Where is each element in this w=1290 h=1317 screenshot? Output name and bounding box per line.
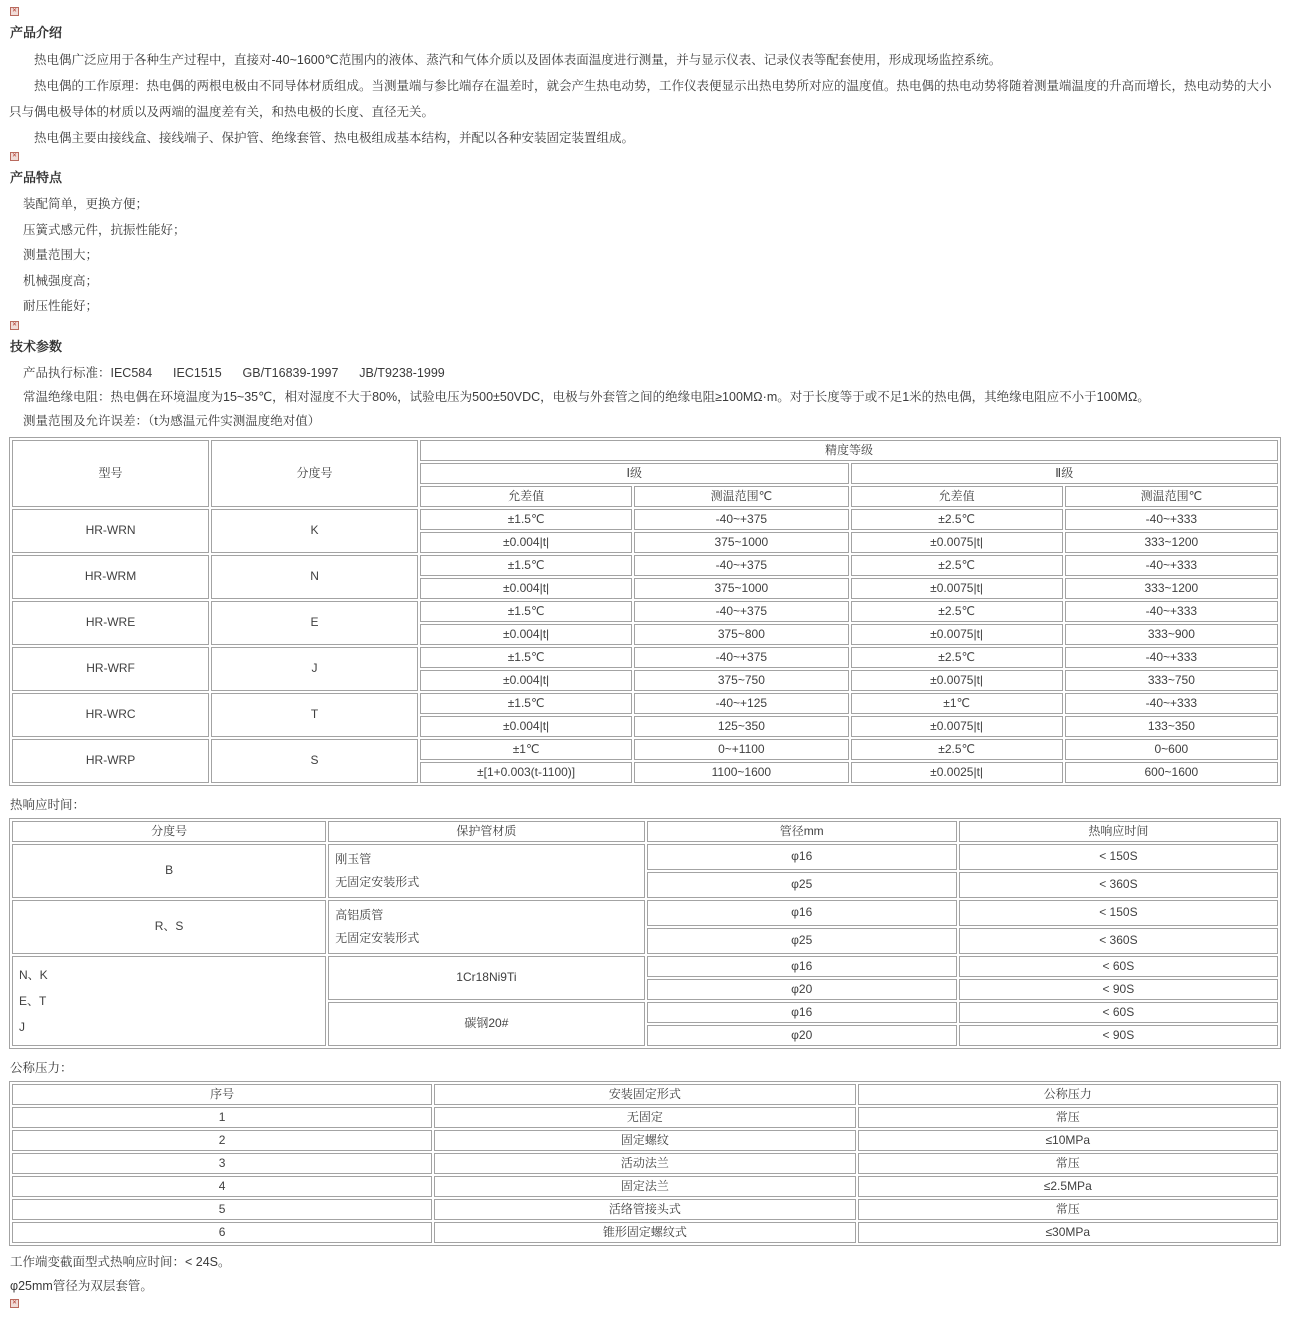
table-row [12,693,1278,714]
material-line: 刚玉管 [335,851,372,866]
time-cell: < 60S [959,1002,1278,1023]
tolerance-cell: ±0.004|t| [420,578,632,599]
features-heading: 产品特点 [10,170,63,185]
material-cell: 1Cr18Ni9Ti [328,956,644,1000]
feature-item: 压簧式感元件，抗振性能好； [23,222,186,237]
range-cell: 0~600 [1065,739,1278,760]
mount-cell: 无固定 [434,1107,855,1128]
model-cell: HR-WRC [12,693,209,737]
tolerance-cell: ±0.0075|t| [851,578,1063,599]
feature-item: 测量范围大； [23,248,99,262]
mount-cell: 活络管接头式 [434,1199,855,1220]
pressure-cell: 常压 [858,1107,1278,1128]
header-cell-range: 测温范围℃ [634,486,848,507]
model-cell: HR-WRP [12,739,209,783]
tolerance-cell: ±0.004|t| [420,716,632,737]
tolerance-cell: ±2.5℃ [851,555,1063,576]
graduation-cell: J [211,647,418,691]
material-line: 高铝质管 [335,907,384,922]
tolerance-cell: ±0.0075|t| [851,624,1063,645]
header-cell-time: 热响应时间 [959,821,1278,842]
table-row [12,900,1278,926]
range-cell: -40~+333 [1065,647,1278,668]
tolerance-cell: ±2.5℃ [851,739,1063,760]
model-cell: HR-WRM [12,555,209,599]
table-row [12,1153,1278,1174]
icon-row [10,152,1281,165]
tech-insulation-line: 常温绝缘电阻：热电偶在环境温度为15~35℃，相对湿度不大于80%，试验电压为500±50VDC，电极与外套管之间的绝缘电阻≥100MΩ·m。对于长度等于或不足1米的热电偶，其绝缘电阻应不小于100MΩ。 [23,389,1150,404]
material-line: 无固定安装形式 [335,874,420,889]
footer-note-sleeve: φ25mm管径为双层套管。 [10,1278,153,1293]
feature-item: 机械强度高； [23,273,99,288]
material-cell [328,844,644,898]
range-cell: 133~350 [1065,716,1278,737]
tech-range-note-line: 测量范围及允许误差：（t为感温元件实测温度绝对值） [23,413,321,428]
intro-paragraph-3: 热电偶主要由接线盒、接线端子、保护管、绝缘套管、热电极组成基本结构，并配以各种安装固定装置组成。 [34,131,635,145]
mount-cell: 固定法兰 [434,1176,855,1197]
response-time-table [9,818,1281,1049]
tolerance-cell: ±0.004|t| [420,624,632,645]
tolerance-cell: ±2.5℃ [851,647,1063,668]
time-cell: < 150S [959,900,1278,926]
graduation-cell: E [211,601,418,645]
pressure-label: 公称压力： [10,1060,73,1075]
header-cell-mount: 安装固定形式 [434,1084,855,1105]
tolerance-cell: ±0.0075|t| [851,670,1063,691]
header-cell-pressure: 公称压力 [858,1084,1278,1105]
mount-cell: 活动法兰 [434,1153,855,1174]
header-cell-class2: Ⅱ级 [851,463,1279,484]
intro-paragraph-2: 热电偶的工作原理：热电偶的两根电极由不同导体材质组成。当测量端与参比端存在温差时，就会产生热电动势，工作仪表便显示出热电势所对应的温度值。热电偶的热电动势将随着测量端温度的升高而增长，热电动势的大小只与偶电极导体的材质以及两端的温度差有关，和热电极的长度、直径无关。 [9,79,1272,119]
diameter-cell: φ25 [647,872,957,898]
mount-cell: 锥形固定螺纹式 [434,1222,855,1243]
time-cell: < 150S [959,844,1278,870]
no-cell: 3 [12,1153,432,1174]
tolerance-cell: ±0.004|t| [420,670,632,691]
range-cell: -40~+333 [1065,509,1278,530]
no-cell: 4 [12,1176,432,1197]
no-cell: 5 [12,1199,432,1220]
feature-item: 耐压性能好； [23,299,99,313]
graduation-cell: T [211,693,418,737]
tolerance-cell: ±0.0075|t| [851,532,1063,553]
no-cell: 2 [12,1130,432,1151]
table-row [12,1107,1278,1128]
header-cell-range: 测温范围℃ [1065,486,1278,507]
header-cell-class1: Ⅰ级 [420,463,849,484]
intro-heading: 产品介绍 [10,25,63,40]
range-cell: 375~800 [634,624,848,645]
header-cell-no: 序号 [12,1084,432,1105]
tolerance-cell: ±1.5℃ [420,509,632,530]
graduation-cell [12,956,326,1046]
graduation-line: E、T [19,993,47,1008]
graduation-cell: N [211,555,418,599]
model-cell: HR-WRF [12,647,209,691]
range-cell: 0~+1100 [634,739,848,760]
range-cell: 1100~1600 [634,762,848,783]
range-cell: -40~+333 [1065,693,1278,714]
range-cell: 333~750 [1065,670,1278,691]
range-cell: -40~+333 [1065,555,1278,576]
graduation-line: N、K [19,967,48,982]
table-row [12,601,1278,622]
range-cell: 375~1000 [634,532,848,553]
pressure-cell: 常压 [858,1199,1278,1220]
range-cell: 600~1600 [1065,762,1278,783]
no-cell: 1 [12,1107,432,1128]
tolerance-cell: ±0.0025|t| [851,762,1063,783]
diameter-cell: φ16 [647,900,957,926]
response-time-label: 热响应时间： [10,797,86,812]
header-cell-diameter: 管径mm [647,821,957,842]
range-cell: -40~+375 [634,601,848,622]
intro-paragraph-1: 热电偶广泛应用于各种生产过程中，直接对-40~1600℃范围内的液体、蒸汽和气体介质以及固体表面温度进行测量，并与显示仪表、记录仪表等配套使用，形成现场监控系统。 [34,53,1002,67]
diameter-cell: φ16 [647,956,957,977]
header-cell-material: 保护管材质 [328,821,644,842]
header-cell-accuracy-class: 精度等级 [420,440,1278,461]
range-cell: 125~350 [634,716,848,737]
pressure-cell: ≤10MPa [858,1130,1278,1151]
pressure-table [9,1081,1281,1246]
range-cell: -40~+333 [1065,601,1278,622]
diameter-cell: φ16 [647,844,957,870]
diameter-cell: φ25 [647,928,957,954]
tolerance-cell: ±0.0075|t| [851,716,1063,737]
tolerance-cell: ±1℃ [851,693,1063,714]
table-row [12,844,1278,870]
range-cell: 375~750 [634,670,848,691]
tolerance-cell: ±0.004|t| [420,532,632,553]
diameter-cell: φ20 [647,1025,957,1046]
tech-heading: 技术参数 [10,338,63,354]
range-cell: 333~1200 [1065,532,1278,553]
table-row [12,956,1278,977]
diameter-cell: φ16 [647,1002,957,1023]
accuracy-table [9,437,1281,786]
header-cell-tolerance: 允差值 [851,486,1063,507]
header-cell-graduation: 分度号 [12,821,326,842]
tolerance-cell: ±2.5℃ [851,509,1063,530]
header-cell-tolerance: 允差值 [420,486,632,507]
table-row [12,647,1278,668]
range-cell: 333~1200 [1065,578,1278,599]
time-cell: < 360S [959,928,1278,954]
material-cell [328,900,644,954]
material-cell: 碳钢20# [328,1002,644,1046]
range-cell: -40~+375 [634,509,848,530]
pressure-cell: ≤30MPa [858,1222,1278,1243]
table-row [12,1199,1278,1220]
graduation-cell: K [211,509,418,553]
pressure-cell: ≤2.5MPa [858,1176,1278,1197]
model-cell: HR-WRN [12,509,209,553]
table-row [12,509,1278,530]
tolerance-cell: ±[1+0.003(t-1100)] [420,762,632,783]
table-row [12,1130,1278,1151]
icon-row [10,7,1281,20]
table-row [12,555,1278,576]
broken-image-icon: ✕ [11,321,18,328]
pressure-header-row [12,1084,1278,1105]
range-cell: -40~+375 [634,555,848,576]
tolerance-cell: ±1.5℃ [420,647,632,668]
graduation-cell: B [12,844,326,898]
range-cell: 333~900 [1065,624,1278,645]
time-cell: < 90S [959,979,1278,1000]
broken-image-icon: ✕ [11,1299,18,1306]
tolerance-cell: ±1.5℃ [420,601,632,622]
pressure-cell: 常压 [858,1153,1278,1174]
mount-cell: 固定螺纹 [434,1130,855,1151]
table-row [12,739,1278,760]
broken-image-icon: ✕ [11,8,18,14]
header-cell-graduation: 分度号 [211,440,418,507]
icon-row [10,321,1281,334]
graduation-line: J [19,1019,25,1034]
broken-image-icon: ✕ [11,153,18,159]
icon-row [10,1299,1281,1312]
footer-note-response: 工作端变截面型式热响应时间：< 24S。 [10,1254,231,1269]
time-cell: < 90S [959,1025,1278,1046]
tech-standards-line: 产品执行标准：IEC584 IEC1515 GB/T16839-1997 JB/T9238-1999 [23,365,445,380]
no-cell: 6 [12,1222,432,1243]
range-cell: -40~+125 [634,693,848,714]
graduation-cell: R、S [12,900,326,954]
range-cell: -40~+375 [634,647,848,668]
table-row [12,1222,1278,1243]
material-line: 无固定安装形式 [335,930,420,945]
diameter-cell: φ20 [647,979,957,1000]
range-cell: 375~1000 [634,578,848,599]
model-cell: HR-WRE [12,601,209,645]
tolerance-cell: ±1.5℃ [420,693,632,714]
tolerance-cell: ±1℃ [420,739,632,760]
time-cell: < 60S [959,956,1278,977]
graduation-cell: S [211,739,418,783]
response-header-row [12,821,1278,842]
time-cell: < 360S [959,872,1278,898]
header-cell-model: 型号 [12,440,209,507]
table-row [12,1176,1278,1197]
tolerance-cell: ±1.5℃ [420,555,632,576]
feature-item: 装配简单，更换方便； [23,197,149,211]
tolerance-cell: ±2.5℃ [851,601,1063,622]
accuracy-header-row-1 [12,440,1278,461]
